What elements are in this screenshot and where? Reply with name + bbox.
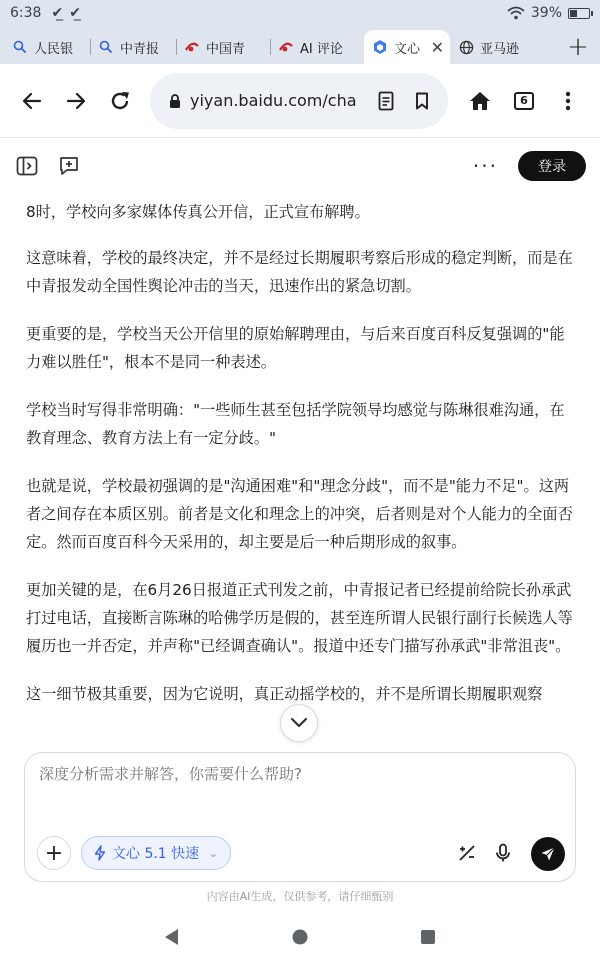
scroll-to-bottom-button[interactable] — [280, 704, 318, 742]
sidebar-toggle-button[interactable] — [14, 153, 40, 179]
tab-strip — [0, 26, 600, 64]
nav-home-button[interactable] — [286, 923, 314, 951]
ai-disclaimer: 内容由AI生成，仅供参考，请仔细甄别 — [206, 890, 394, 903]
reader-mode-icon[interactable] — [368, 83, 404, 119]
battery-fill — [570, 10, 577, 17]
response-paragraph: 这一细节极其重要，因为它说明，真正动摇学校的，并不是所谓长期履职观察 — [26, 685, 543, 703]
home-icon — [469, 91, 491, 111]
sidebar-toggle-icon — [16, 156, 38, 176]
new-chat-icon — [58, 155, 80, 177]
tab-3[interactable] — [270, 30, 364, 64]
response-paragraph: 学校当时写得非常明确："一些师生甚至包括学院领导均感觉与陈琳很难沟通，在教育理念、教育方法上有一定分歧。" — [26, 401, 565, 447]
chevron-down-icon — [290, 717, 308, 729]
system-nav-bar — [0, 914, 600, 960]
tab-title: 人民银 — [34, 41, 74, 57]
tab-title: 亚马逊 — [480, 41, 520, 57]
more-vertical-icon — [565, 91, 571, 111]
tab-2[interactable] — [176, 30, 270, 64]
more-options-icon[interactable]: ··· — [472, 154, 498, 178]
status-right — [507, 5, 590, 21]
response-paragraph: 8时，学校向多家媒体传真公开信，正式宣布解聘。 — [26, 203, 370, 221]
nav-back-button[interactable] — [158, 923, 186, 951]
new-chat-button[interactable] — [56, 153, 82, 179]
status-bar — [0, 0, 600, 26]
app-header — [0, 139, 600, 193]
tab-title: AI 评论 — [300, 41, 343, 57]
lightning-icon — [94, 845, 106, 861]
formula-tool-button[interactable] — [453, 839, 481, 867]
response-paragraph: 也就是说，学校最初强调的是"沟通困难"和"理念分歧"，而不是"能力不足"。这两者之间存在本质区别。前者是文化和理念上的冲突，后者则是对个人能力的全面否定。然而百度百科今天采用的，却主要是后一种后期形成的叙事。 — [26, 477, 573, 551]
back-arrow-icon — [20, 89, 44, 113]
tab-switcher-button[interactable] — [502, 79, 546, 123]
new-tab-button[interactable]: + — [567, 32, 589, 62]
forward-button[interactable] — [54, 79, 98, 123]
site-logo-icon — [184, 39, 200, 55]
voice-input-button[interactable] — [489, 839, 517, 867]
reload-button[interactable] — [98, 79, 142, 123]
home-button[interactable] — [458, 79, 502, 123]
tab-4[interactable] — [364, 30, 450, 64]
model-label: 文心 5.1 快速 — [112, 846, 200, 862]
menu-button[interactable] — [546, 79, 590, 123]
site-logo-icon — [278, 39, 294, 55]
tab-title: 中青报 — [120, 41, 160, 57]
tab-title: 中国青 — [206, 41, 246, 57]
download-check-icon: ✔̲ — [51, 5, 64, 21]
chevron-down-icon: ⌄ — [208, 846, 218, 860]
search-icon — [12, 39, 28, 55]
microphone-icon — [495, 843, 511, 863]
formula-icon — [458, 844, 476, 862]
lock-icon — [168, 93, 182, 109]
address-bar[interactable] — [150, 73, 448, 129]
battery-percent: 39% — [530, 5, 562, 21]
url-text[interactable]: yiyan.baidu.com/cha — [190, 91, 357, 110]
tab-count: 6 — [514, 92, 534, 110]
login-button[interactable]: 登录 — [518, 151, 586, 181]
search-icon — [98, 39, 114, 55]
wenxin-logo-icon — [372, 39, 388, 55]
status-time: 6:38 — [10, 5, 42, 21]
circle-home-icon — [291, 928, 309, 946]
send-button[interactable] — [531, 837, 565, 871]
add-attachment-button[interactable]: + — [37, 836, 71, 870]
triangle-back-icon — [164, 928, 180, 946]
bookmark-icon[interactable] — [404, 83, 440, 119]
tab-0[interactable] — [4, 30, 90, 64]
chat-composer — [24, 752, 576, 882]
square-recents-icon — [420, 929, 436, 945]
response-paragraph: 更重要的是，学校当天公开信里的原始解聘理由，与后来百度百科反复强调的"能力难以胜任"，根本不是同一种表述。 — [26, 325, 565, 371]
wifi-icon — [507, 6, 525, 20]
reload-icon — [108, 89, 132, 113]
download-check-icon: ✔̲ — [69, 5, 81, 21]
battery-icon — [568, 8, 590, 19]
tab-5[interactable] — [450, 30, 538, 64]
response-paragraph: 这意味着，学校的最终决定，并不是经过长期履职考察后形成的稳定判断，而是在中青报发动全国性舆论冲击的当天，迅速作出的紧急切割。 — [26, 249, 573, 295]
forward-arrow-icon — [64, 89, 88, 113]
chat-response — [26, 198, 578, 746]
globe-icon — [458, 39, 474, 55]
tab-title: 文心 — [394, 41, 421, 57]
send-icon — [540, 846, 556, 862]
model-selector[interactable] — [81, 836, 231, 870]
nav-recents-button[interactable] — [414, 923, 442, 951]
close-tab-icon[interactable]: ✕ — [430, 37, 444, 57]
browser-toolbar — [0, 64, 600, 138]
tab-1[interactable] — [90, 30, 176, 64]
chat-input[interactable] — [39, 765, 539, 783]
response-paragraph: 更加关键的是，在6月26日报道正式刊发之前，中青报记者已经提前给院长孙承武打过电话，直接断言陈琳的哈佛学历是假的，甚至连所谓人民银行副行长候选人等履历也一并否定，并声称"已经调查确认"。报道中还专门描写孙承武"非常沮丧"。 — [26, 581, 573, 655]
back-button[interactable] — [10, 79, 54, 123]
